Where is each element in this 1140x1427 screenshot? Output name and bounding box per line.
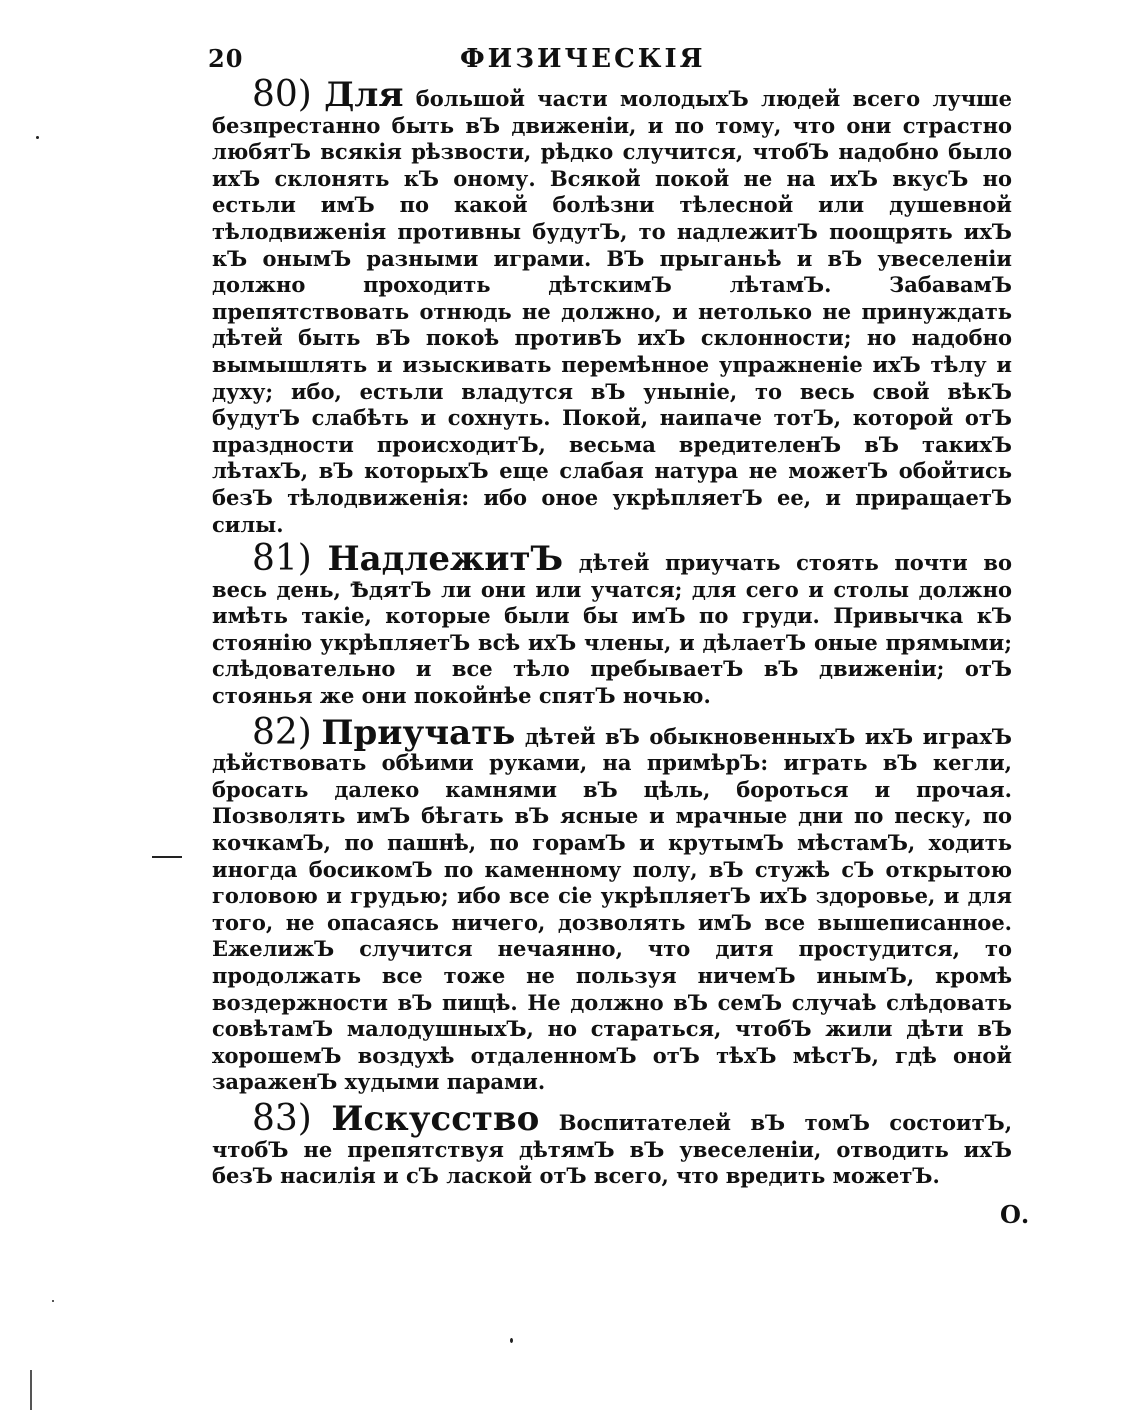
paragraph-number: 83): [252, 1097, 312, 1139]
page-number: 20: [208, 44, 244, 73]
running-head: ФИЗИЧЕСКІЯ: [460, 44, 706, 74]
scan-edge-mark: [30, 1370, 32, 1410]
body-text: [212, 74, 1013, 1196]
paragraph-lead-word: Для: [324, 75, 404, 115]
paragraph-83: [212, 1097, 1013, 1190]
paragraph-lead-word: Искусство: [331, 1098, 540, 1139]
paragraph-80: [212, 74, 1012, 538]
paragraph-number: 80): [252, 74, 312, 115]
paragraph-82: [212, 711, 1013, 1096]
margin-dash-mark: [152, 856, 182, 858]
paragraph-number: 82): [252, 711, 312, 753]
paragraph-text: большой части молодыхЪ людей всего лучше безпрестанно быть вЪ движеніи, и по тому, что они страстно любятЪ всякія рѣзвости, рѣдко случится, чтобЪ надобно было ихЪ склонять кЪ оному. Всякой покой не на ихЪ вкусЪ но естьли имЪ по какой болѣзни тѣлесной или душевной тѣлодвиженія противны будутЪ, то надлежитЪ поощрять ихЪ кЪ онымЪ разными играми. ВЪ прыганьѣ и вЪ увеселеніи должно проходить дѣтскимЪ лѣтамЪ. ЗабавамЪ препятствовать отнюдь не должно, и нетолько не принуждать дѣтей быть вЪ покоѣ противЪ ихЪ склонности; но надобно вымышлять и изыскивать перемѣнное упражненіе ихЪ тѣлу и духу; ибо, естьли владутся вЪ уныніе, то весь свой вѣкЪ будутЪ слабѣть и сохнуть. Покой, наипаче тотЪ, которой отЪ праздности происходитЪ, весьма вредителенЪ вЪ такихЪ лѣтахЪ, вЪ которыхЪ еще слабая натура не можетЪ обойтись безЪ тѣлодвиженія: ибо оное укрѣпляетЪ ее, и приращаетЪ силы.: [212, 86, 1012, 537]
catchword: О.: [1000, 1200, 1030, 1229]
paragraph-number: 81): [252, 538, 312, 580]
ink-speck: [36, 136, 39, 139]
paragraph-text: Воспитателей вЪ томЪ состоитЪ, чтобЪ не препятствуя дѣтямЪ вЪ увеселеніи, отводить ихЪ безЪ насилія и сЪ лаской отЪ всего, что вредить можетЪ.: [212, 1109, 1013, 1189]
ink-speck: [52, 1300, 54, 1302]
paragraph-lead-word: Приучать: [321, 712, 516, 753]
paragraph-text: дѣтей вЪ обыкновенныхЪ ихЪ играхЪ дѣйствовать обѣими руками, на примѣрЪ: играть вЪ кегли, бросать далеко камнями вЪ цѣль, бороться и прочая. Позволять имЪ бѣгать вЪ ясные и мрачные дни по песку, по кочкамЪ, по пашнѣ, по горамЪ и крутымЪ мѣстамЪ, ходить иногда босикомЪ по каменному полу, вЪ стужѣ сЪ открытою головою и грудью; ибо все сіе укрѣпляетЪ ихЪ здоровье, и для того, не опасаясь ничего, дозволять имЪ все вышеписанное. ЕжелижЪ случится нечаянно, что дитя простудится, то продолжать все тоже не пользуя ничемЪ инымЪ, кромѣ воздержности вЪ пищѣ. Не должно вЪ семЪ случаѣ слѣдовать совѣтамЪ малодушныхЪ, но стараться, чтобЪ жили дѣти вЪ хорошемЪ воздухѣ отдаленномЪ отЪ тѣхЪ мѣстЪ, гдѣ оной зараженЪ худыми парами.: [212, 723, 1013, 1095]
ink-speck: [510, 1338, 513, 1343]
paragraph-text: дѣтей приучать стоять почти во весь день, ѢдятЪ ли они или учатся; для сего и столы должно имѣть такіе, которые были бы имЪ по груди. Привычка кЪ стоянію укрѣпляетЪ всѣ ихЪ члены, и дѣлаетЪ оные прямыми; слѣдовательно и все тѣло пребываетЪ вЪ движеніи; отЪ стоянья же они покойнѣе спятЪ ночью.: [212, 550, 1012, 709]
paragraph-81: [212, 538, 1012, 710]
paragraph-lead-word: НадлежитЪ: [327, 539, 564, 580]
